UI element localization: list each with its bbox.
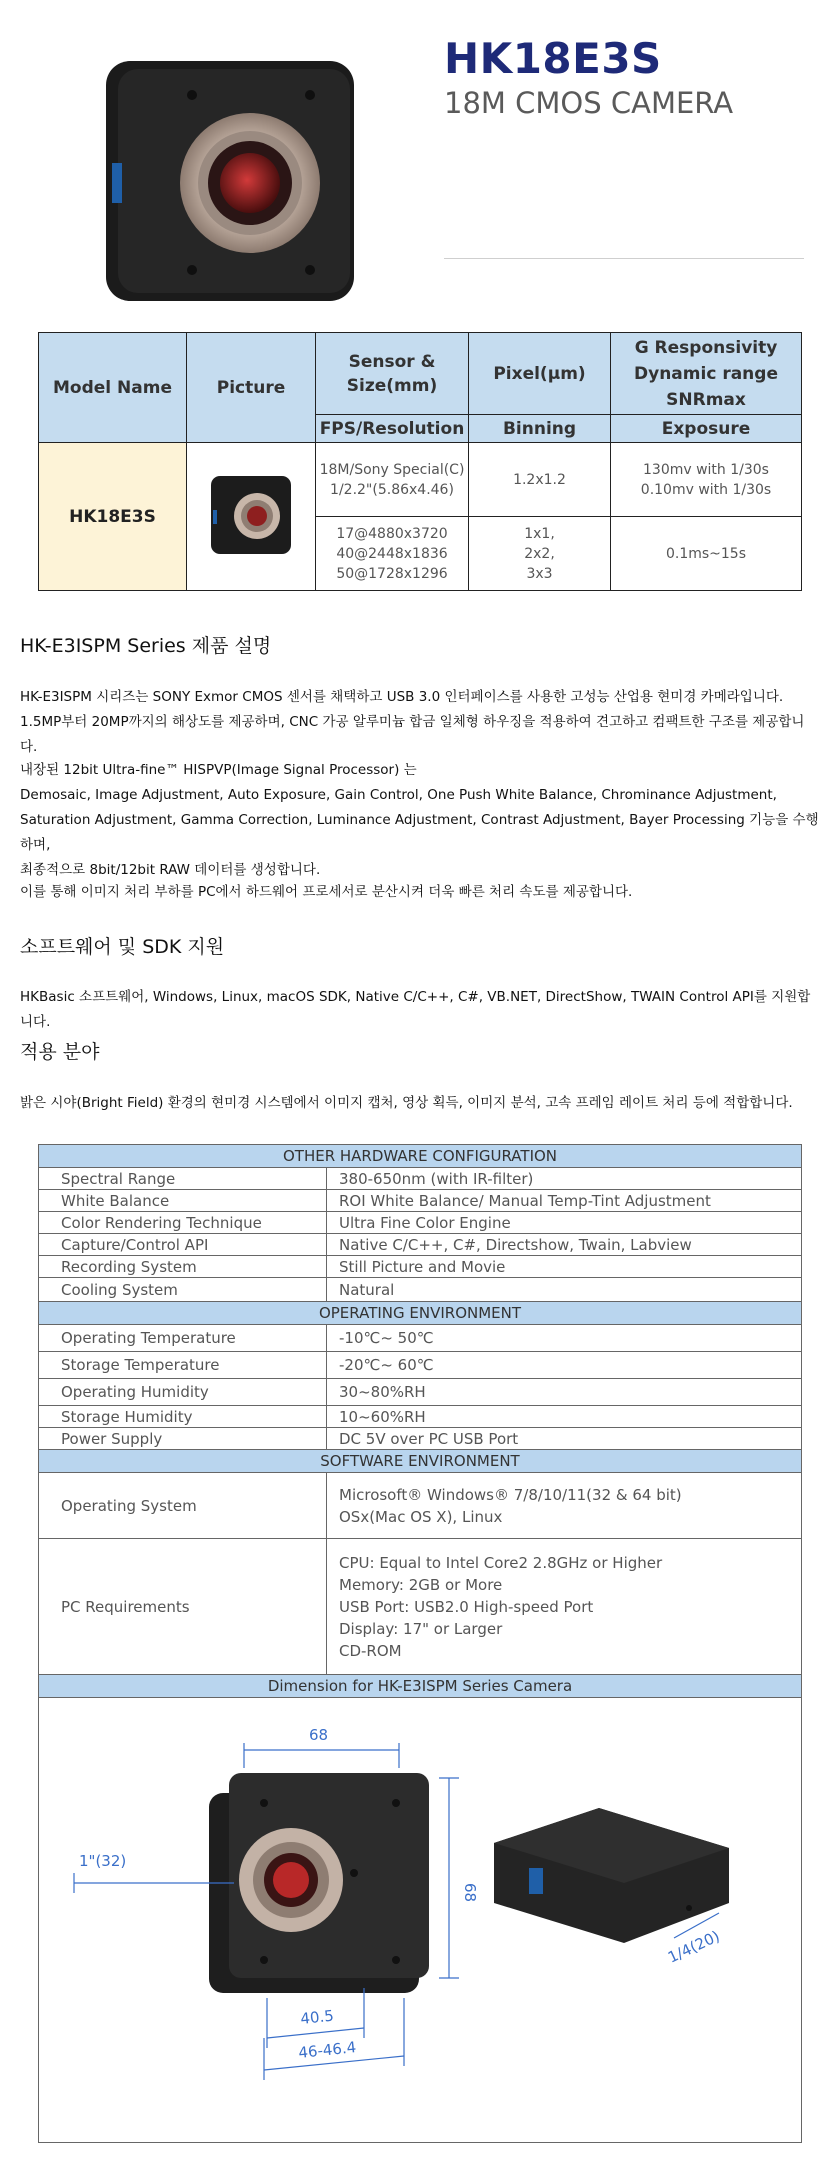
desc-p1-line1: HK-E3ISPM 시리즈는 SONY Exmor CMOS 센서를 채택하고 USB 3.0 인터페이스를 사용한 고성능 산업용 현미경 카메라입니다. [20, 689, 784, 705]
dim-thread-label: 1"(32) [79, 1852, 127, 1870]
spec-header-model: Model Name [39, 333, 187, 443]
dim-height-label: 68 [461, 1883, 479, 1903]
dimension-drawing [39, 1698, 801, 2138]
description-paragraph-3: 이를 통해 이미지 처리 부하를 PC에서 하드웨어 프로세서로 분산시켜 더욱 빠른 처리 속도를 제공합니다. [20, 884, 633, 900]
env-row-label: Operating Humidity [39, 1379, 327, 1406]
dimension-header: Dimension for HK-E3ISPM Series Camera [39, 1675, 802, 1698]
env-row-label: Storage Humidity [39, 1406, 327, 1428]
pc-line: Memory: 2GB or More [339, 1575, 503, 1594]
hw-row-label: Cooling System [39, 1278, 327, 1302]
section-heading-applications: 적용 분야 [20, 1041, 100, 1063]
hw-row-value: Native C/C++, C#, Directshow, Twain, Labview [327, 1234, 802, 1256]
spec-bin-line1: 1x1, [524, 525, 555, 542]
sw-header: SOFTWARE ENVIRONMENT [39, 1450, 802, 1473]
hw-config-header: OTHER HARDWARE CONFIGURATION [39, 1145, 802, 1168]
software-paragraph: HKBasic 소프트웨어, Windows, Linux, macOS SDK, Native C/C++, C#, VB.NET, DirectShow, TWAIN Control API를 지원합니다. [20, 989, 811, 1030]
hw-row-value: ROI White Balance/ Manual Temp-Tint Adjustment [327, 1190, 802, 1212]
env-row-value: -10℃~ 50℃ [327, 1325, 802, 1352]
hw-row-label: Recording System [39, 1256, 327, 1278]
desc-p2-line3: Saturation Adjustment, Gamma Correction, Luminance Adjustment, Contrast Adjustment, Bayer Processing 기능을 수행하며, [20, 812, 819, 853]
desc-p2-line4: 최종적으로 8bit/12bit RAW 데이터를 생성합니다. [20, 862, 321, 878]
section-heading-software: 소프트웨어 및 SDK 지원 [20, 936, 225, 958]
dim-total-depth-label: 46-46.4 [297, 2038, 358, 2062]
dim-width-label: 68 [309, 1726, 329, 1744]
spec-sensor-line1: 18M/Sony Special(C) [319, 461, 465, 478]
spec-fps-line1: 17@4880x3720 [336, 525, 448, 542]
pc-line: CPU: Equal to Intel Core2 2.8GHz or Higher [339, 1553, 663, 1572]
os-value [327, 1473, 802, 1539]
env-row-value: DC 5V over PC USB Port [327, 1428, 802, 1450]
os-line: Microsoft® Windows® 7/8/10/11(32 & 64 bit) [339, 1485, 682, 1504]
spec-header-picture: Picture [187, 333, 316, 443]
spec-header-sensor: Sensor & Size(mm) [316, 333, 469, 415]
spec-exposure: 0.1ms~15s [611, 517, 802, 591]
spec-header-exposure: Exposure [611, 415, 802, 443]
pc-line: Display: 17" or Larger [339, 1619, 503, 1638]
section-heading-description: HK-E3ISPM Series 제품 설명 [20, 635, 272, 657]
hw-row-label: Color Rendering Technique [39, 1212, 327, 1234]
hw-row-value: Ultra Fine Color Engine [327, 1212, 802, 1234]
hw-row-value: Natural [327, 1278, 802, 1302]
pc-label: PC Requirements [39, 1539, 327, 1675]
pc-line: USB Port: USB2.0 High-speed Port [339, 1597, 594, 1616]
dimension-drawing-cell [39, 1698, 802, 2143]
spec-fps-line3: 50@1728x1296 [336, 565, 448, 582]
spec-table [38, 332, 802, 591]
env-row-label: Power Supply [39, 1428, 327, 1450]
pc-line: CD-ROM [339, 1641, 402, 1660]
hw-row-value: 380-650nm (with IR-filter) [327, 1168, 802, 1190]
description-paragraph-1 [20, 685, 820, 760]
env-row-label: Storage Temperature [39, 1352, 327, 1379]
env-row-value: 10~60%RH [327, 1406, 802, 1428]
description-paragraph-2 [20, 758, 820, 883]
dim-tripod-label: 1/4(20) [665, 1927, 723, 1967]
spec-model-name: HK18E3S [39, 443, 187, 591]
spec-header-responsivity: G Responsivity Dynamic range SNRmax [611, 333, 802, 415]
hw-row-label: Capture/Control API [39, 1234, 327, 1256]
header-divider [444, 258, 804, 259]
dim-depth-label: 40.5 [299, 2006, 335, 2028]
config-table [38, 1144, 802, 2143]
spec-resp-line2: 0.10mv with 1/30s [640, 481, 772, 498]
os-label: Operating System [39, 1473, 327, 1539]
spec-header-fps: FPS/Resolution [316, 415, 469, 443]
spec-picture-cell [187, 443, 316, 591]
desc-p2-line1: 내장된 12bit Ultra-fine™ HISPVP(Image Signal Processor) 는 [20, 762, 417, 778]
os-line: OSx(Mac OS X), Linux [339, 1507, 503, 1526]
spec-responsivity-cell [611, 443, 802, 517]
env-row-label: Operating Temperature [39, 1325, 327, 1352]
hw-row-label: White Balance [39, 1190, 327, 1212]
spec-binning-cell [469, 517, 611, 591]
env-row-value: 30~80%RH [327, 1379, 802, 1406]
env-row-value: -20℃~ 60℃ [327, 1352, 802, 1379]
hw-row-label: Spectral Range [39, 1168, 327, 1190]
spec-sensor-line2: 1/2.2"(5.86x4.46) [330, 481, 454, 498]
hw-row-value: Still Picture and Movie [327, 1256, 802, 1278]
product-subtitle: 18M CMOS CAMERA [444, 86, 734, 120]
spec-fps-line2: 40@2448x1836 [336, 545, 448, 562]
spec-fps-cell [316, 517, 469, 591]
spec-header-pixel: Pixel(μm) [469, 333, 611, 415]
env-header: OPERATING ENVIRONMENT [39, 1302, 802, 1325]
spec-resp-line1: 130mv with 1/30s [643, 461, 769, 478]
pc-value [327, 1539, 802, 1675]
spec-bin-line2: 2x2, [524, 545, 555, 562]
product-photo [100, 55, 362, 311]
spec-header-binning: Binning [469, 415, 611, 443]
product-model-title: HK18E3S [444, 34, 662, 83]
desc-p1-line2: 1.5MP부터 20MP까지의 해상도를 제공하며, CNC 가공 알루미늄 합금 일체형 하우징을 적용하여 견고하고 컴팩트한 구조를 제공합니다. [20, 714, 805, 755]
spec-pixel: 1.2x1.2 [469, 443, 611, 517]
desc-p2-line2: Demosaic, Image Adjustment, Auto Exposure, Gain Control, One Push White Balance, Chrominance Adjustment, [20, 787, 777, 803]
spec-bin-line3: 3x3 [526, 565, 553, 582]
applications-paragraph: 밝은 시야(Bright Field) 환경의 현미경 시스템에서 이미지 캡처, 영상 획득, 이미지 분석, 고속 프레임 레이트 처리 등에 적합합니다. [20, 1095, 793, 1111]
spec-sensor-cell [316, 443, 469, 517]
camera-thumbnail [209, 472, 293, 558]
